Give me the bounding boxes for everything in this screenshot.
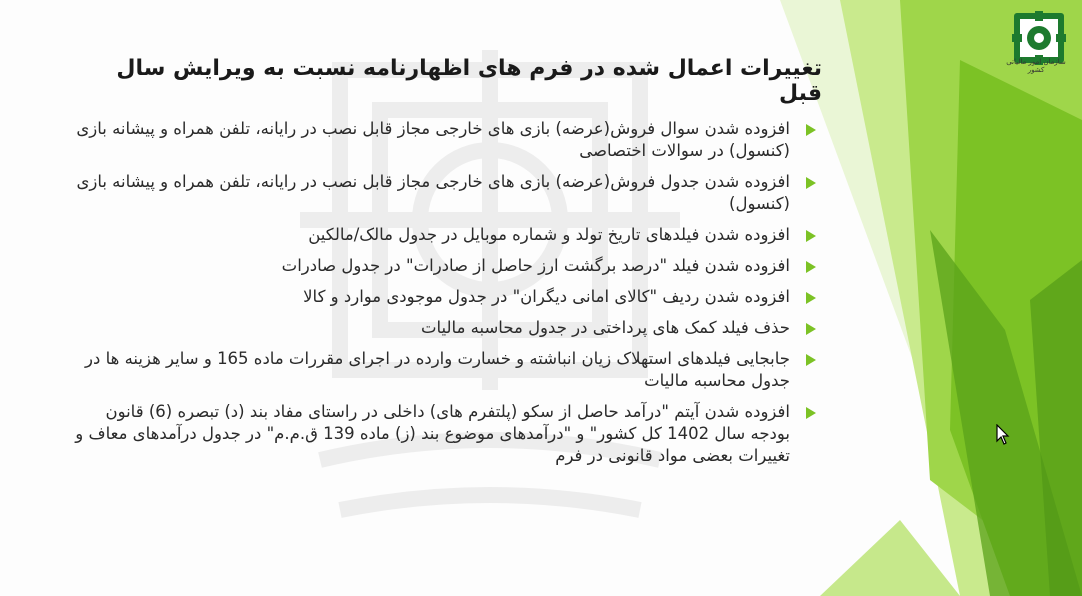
list-item xyxy=(70,348,820,392)
list-item-text: افزوده شدن جدول فروش(عرضه) بازی های خارجی مجاز قابل نصب در رایانه، تلفن همراه و پیشانه بازی (کنسول) xyxy=(76,172,790,213)
bullet-arrow-icon xyxy=(806,124,816,136)
list-item-text: حذف فیلد کمک های پرداختی در جدول محاسبه مالیات xyxy=(420,318,790,337)
bullet-arrow-icon xyxy=(806,261,816,273)
bullet-arrow-icon xyxy=(806,230,816,242)
list-item xyxy=(70,401,820,467)
bullet-arrow-icon xyxy=(806,177,816,189)
list-item-text: افزوده شدن ردیف "کالای امانی دیگران" در جدول موجودی موارد و کالا xyxy=(303,287,790,306)
list-item xyxy=(70,224,820,246)
list-item xyxy=(70,118,820,162)
bullet-arrow-icon xyxy=(806,323,816,335)
list-item xyxy=(70,286,820,308)
list-item-text: افزوده شدن سوال فروش(عرضه) بازی های خارجی مجاز قابل نصب در رایانه، تلفن همراه و پیشانه بازی (کنسول) در سوالات اختصاصی xyxy=(76,119,790,160)
list-item-text: افزوده شدن فیلدهای تاریخ تولد و شماره موبایل در جدول مالک/مالکین xyxy=(308,225,790,244)
list-item xyxy=(70,317,820,339)
list-item-text: افزوده شدن فیلد "درصد برگشت ارز حاصل از صادرات" در جدول صادرات xyxy=(281,256,790,275)
bullet-arrow-icon xyxy=(806,292,816,304)
mouse-cursor-icon xyxy=(996,424,1010,446)
slide-title: تغییرات اعمال شده در فرم های اظهارنامه نسبت به ویرایش سال قبل xyxy=(116,56,822,106)
bullet-list xyxy=(70,118,820,476)
bullet-arrow-icon xyxy=(806,407,816,419)
logo-caption: سازمان امور مالیاتی کشور xyxy=(1006,58,1066,74)
bullet-arrow-icon xyxy=(806,354,816,366)
list-item-text: جابجایی فیلدهای استهلاک زیان انباشته و خسارت وارده در اجرای مقررات ماده 165 و سایر هزینه ها در جدول محاسبه مالیات xyxy=(85,349,790,390)
list-item-text: افزوده شدن آیتم "درآمد حاصل از سکو (پلتفرم های) داخلی در راستای مفاد بند (د) تبصره (6) قانون بودجه سال 1402 کل کشور" و "درآمدهای موضوع بند (ز) ماده 139 ق.م.م" در جدول درآمدهای معاف و تغییرات بعضی مواد قانونی در فرم xyxy=(75,402,790,465)
list-item xyxy=(70,255,820,277)
list-item xyxy=(70,171,820,215)
